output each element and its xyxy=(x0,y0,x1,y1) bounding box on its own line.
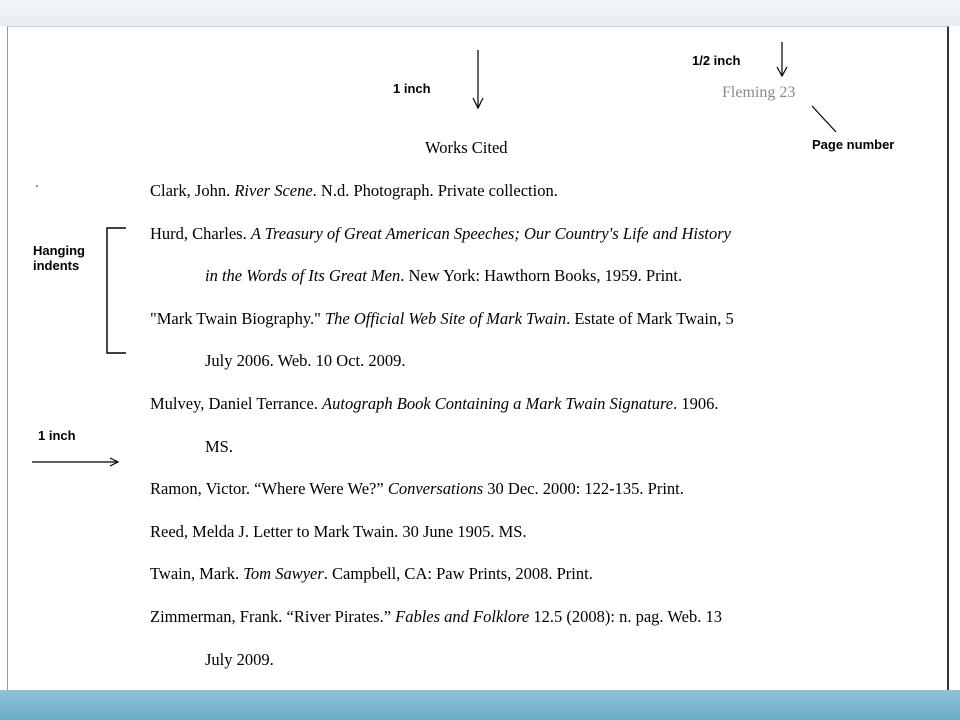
hanging-indent-bracket-icon xyxy=(107,228,126,353)
page-number-label: Page number xyxy=(812,137,895,152)
citation-text: . Estate of Mark Twain, 5 xyxy=(566,309,734,328)
citation-text: Zimmerman, Frank. “River Pirates.” xyxy=(150,607,396,626)
citation-text: 12.5 (2008): n. pag. Web. 13 xyxy=(529,607,722,626)
citation-title-italic: The Official Web Site of Mark Twain xyxy=(325,309,567,328)
top-margin-arrow-icon xyxy=(473,50,483,108)
citation-title-italic: A Treasury of Great American Speeches; Our Country's Life and History xyxy=(250,224,731,243)
top-margin-label: 1 inch xyxy=(393,81,431,96)
citation-title-italic: Tom Sawyer xyxy=(243,564,324,583)
citation-text: . New York: Hawthorn Books, 1959. Print. xyxy=(400,266,683,285)
citation-text: Twain, Mark. xyxy=(150,564,244,583)
citation-text: 30 Dec. 2000: 122-135. Print. xyxy=(483,479,684,498)
citation-title-italic: Fables and Folklore xyxy=(395,607,530,626)
citation-text: Clark, John. xyxy=(150,181,235,200)
citation-title-italic: Autograph Book Containing a Mark Twain Signature xyxy=(322,394,674,413)
citation-text: . 1906. xyxy=(673,394,719,413)
citation-text: July 2009. xyxy=(205,650,274,669)
citation-text: . N.d. Photograph. Private collection. xyxy=(312,181,558,200)
citation-title-italic: River Scene xyxy=(234,181,313,200)
left-margin-label: 1 inch xyxy=(38,428,76,443)
citation-text: July 2006. Web. 10 Oct. 2009. xyxy=(205,351,406,370)
citation-title-italic: Conversations xyxy=(387,479,484,498)
citation-title-italic: in the Words of Its Great Men xyxy=(205,266,401,285)
works-cited-title: Works Cited xyxy=(425,138,508,157)
page-number-pointer-icon xyxy=(812,106,836,132)
citation-text: Mulvey, Daniel Terrance. xyxy=(150,394,323,413)
header-margin-label: 1/2 inch xyxy=(692,53,741,68)
citation-text: Hurd, Charles. xyxy=(150,224,251,243)
left-margin-arrow-icon xyxy=(32,458,118,466)
header-margin-arrow-icon xyxy=(777,42,787,76)
citation-text: Reed, Melda J. Letter to Mark Twain. 30 June 1905. MS. xyxy=(150,522,527,541)
hanging-indents-label: Hanging indents xyxy=(33,243,85,273)
citation-text: "Mark Twain Biography." xyxy=(150,309,325,328)
citation-text: Ramon, Victor. “Where Were We?” xyxy=(150,479,388,498)
citation-text: . Campbell, CA: Paw Prints, 2008. Print. xyxy=(323,564,593,583)
running-header: Fleming 23 xyxy=(722,84,796,101)
citation-text: MS. xyxy=(205,437,233,456)
